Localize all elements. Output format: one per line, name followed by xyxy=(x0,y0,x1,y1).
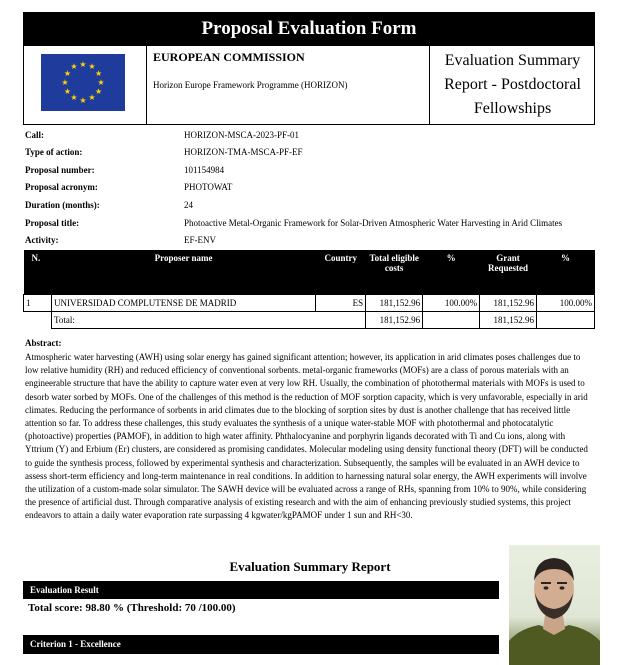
meta-label: Duration (months): xyxy=(25,200,100,210)
meta-row xyxy=(25,130,595,144)
criterion-bar: Criterion 1 - Excellence xyxy=(23,635,499,654)
cell-total-costs: 181,152.96 xyxy=(366,311,423,328)
cell-empty xyxy=(24,311,52,328)
meta-label: Call: xyxy=(25,130,44,140)
meta-label: Type of action: xyxy=(25,147,83,157)
flag-star-icon: ★ xyxy=(88,93,96,103)
commission-cell xyxy=(147,46,430,124)
header-block xyxy=(23,46,595,125)
meta-row xyxy=(25,165,595,179)
meta-label: Proposal acronym: xyxy=(25,182,98,192)
meta-row xyxy=(25,182,595,196)
col-header: Grant Requested xyxy=(480,250,537,294)
table-row xyxy=(24,294,595,311)
meta-value: EF-ENV xyxy=(184,235,216,245)
table-header-row xyxy=(24,250,595,294)
form-title: Proposal Evaluation Form xyxy=(23,12,595,46)
meta-row xyxy=(25,200,595,214)
meta-value: HORIZON-MSCA-2023-PF-01 xyxy=(184,130,300,140)
flag-star-icon: ★ xyxy=(63,86,71,96)
abstract-text: Atmospheric water harvesting (AWH) using solar energy has gained significant attention; however, its application in arid climates poses challenges due to low relative humidity (RH) and reduced efficiency of conventional sorbents. metal-organic frameworks (MOFs) are a class of porous materials with an engineerable structure that have the ability to capture water even at very low RH. Usually, the combination of photothermal materials with MOFs is used to desorb water sorbed by MOFs. One of the challenges of this method is the reduction of MOF sorption capacity, which is very unfavorable, especially in arid climates. Reducing the performance of sorbents in arid climates due to the blocking of sorption sites by dust is another challenge that has received little attention so far. To address these challenges, this study evaluates the synthesis of a unique water-stable MOF with photothermal and photocatalytic (photoactive) properties (PAMOF), in addition to high water affinity. Phthalocyanine and porphyrin ligands decorated with Ti and Cu ions, along with Yttrium (Y) and Erbium (Er) clusters, are considered as promising candidates. Molecular modeling using density functional theory (DFT) will be conducted to guide the synthesis process, followed by experimental synthesis and characterization. Subsequently, the samples will be evaluated in an AWH device to assess short-term efficiency and long-term maintenance in real conditions. In addition to harnessing natural solar energy, the AWH experiments will involve the utilization of a custom-made solar simulator. The SAWH device will be evaluated across a range of RHs, spanning from 10% to 90%, while considering the presence of artificial dust. Through comparative analysis of existing research and with the aim of enhancing previously studied systems, this project endeavors to attain a daily water evaporation rate surpassing 4 kgwater/kgPAMOF under 1 sun and RH<30. xyxy=(25,352,588,521)
col-header: Country xyxy=(316,250,366,294)
flag-star-icon: ★ xyxy=(88,61,96,71)
proposer-table xyxy=(23,250,595,329)
summary-title: Evaluation Summary Report xyxy=(229,559,391,574)
col-header: Proposer name xyxy=(51,250,315,294)
flag-cell xyxy=(24,46,147,124)
col-header: N. xyxy=(24,250,52,294)
total-score: Total score: 98.80 % (Threshold: 70 /100.00) xyxy=(28,602,236,614)
cell-empty xyxy=(537,311,595,328)
table-total-row xyxy=(24,311,595,328)
flag-star-icon: ★ xyxy=(79,59,87,69)
meta-label: Proposal title: xyxy=(25,218,80,228)
cell-total-grant: 181,152.96 xyxy=(480,311,537,328)
evaluation-result-bar: Evaluation Result xyxy=(23,581,499,599)
report-title: Evaluation Summary Report - Postdoctoral Fellowships xyxy=(444,52,581,117)
cell-number: 1 xyxy=(24,294,52,311)
flag-star-icon: ★ xyxy=(94,68,103,78)
col-header: Total eligible costs xyxy=(366,250,423,294)
cell-grant: 181,152.96 xyxy=(480,294,537,311)
cell-percent: 100.00% xyxy=(537,294,595,311)
flag-star-icon: ★ xyxy=(97,77,105,87)
applicant-photo xyxy=(509,545,600,665)
cell-proposer: UNIVERSIDAD COMPLUTENSE DE MADRID xyxy=(51,294,315,311)
meta-row xyxy=(25,218,595,232)
meta-row xyxy=(25,147,595,161)
cell-country: ES xyxy=(316,294,366,311)
cell-percent: 100.00% xyxy=(423,294,480,311)
meta-value: 24 xyxy=(184,200,193,210)
flag-star-icon: ★ xyxy=(94,86,103,96)
cell-empty xyxy=(423,311,480,328)
meta-value: PHOTOWAT xyxy=(184,182,233,192)
abstract-label: Abstract: xyxy=(25,338,62,348)
cell-total-label: Total: xyxy=(51,311,365,328)
flag-star-icon: ★ xyxy=(70,93,78,103)
meta-row xyxy=(25,235,595,249)
meta-label: Proposal number: xyxy=(25,165,95,175)
programme-name: Horizon Europe Framework Programme (HORIZON) xyxy=(153,80,348,90)
cell-costs: 181,152.96 xyxy=(366,294,423,311)
org-name: EUROPEAN COMMISSION xyxy=(153,50,305,64)
col-header: % xyxy=(537,250,595,294)
eu-flag-icon xyxy=(41,54,125,111)
flag-star-icon: ★ xyxy=(79,95,87,105)
flag-star-icon: ★ xyxy=(61,77,69,87)
meta-value: Photoactive Metal-Organic Framework for Solar-Driven Atmospheric Water Harvesting in Arid Climates xyxy=(184,218,563,228)
flag-star-icon: ★ xyxy=(63,68,71,78)
col-header: % xyxy=(423,250,480,294)
meta-label: Activity: xyxy=(25,235,59,245)
flag-star-icon: ★ xyxy=(70,61,78,71)
meta-value: HORIZON-TMA-MSCA-PF-EF xyxy=(184,147,303,157)
meta-value: 101154984 xyxy=(184,165,225,175)
